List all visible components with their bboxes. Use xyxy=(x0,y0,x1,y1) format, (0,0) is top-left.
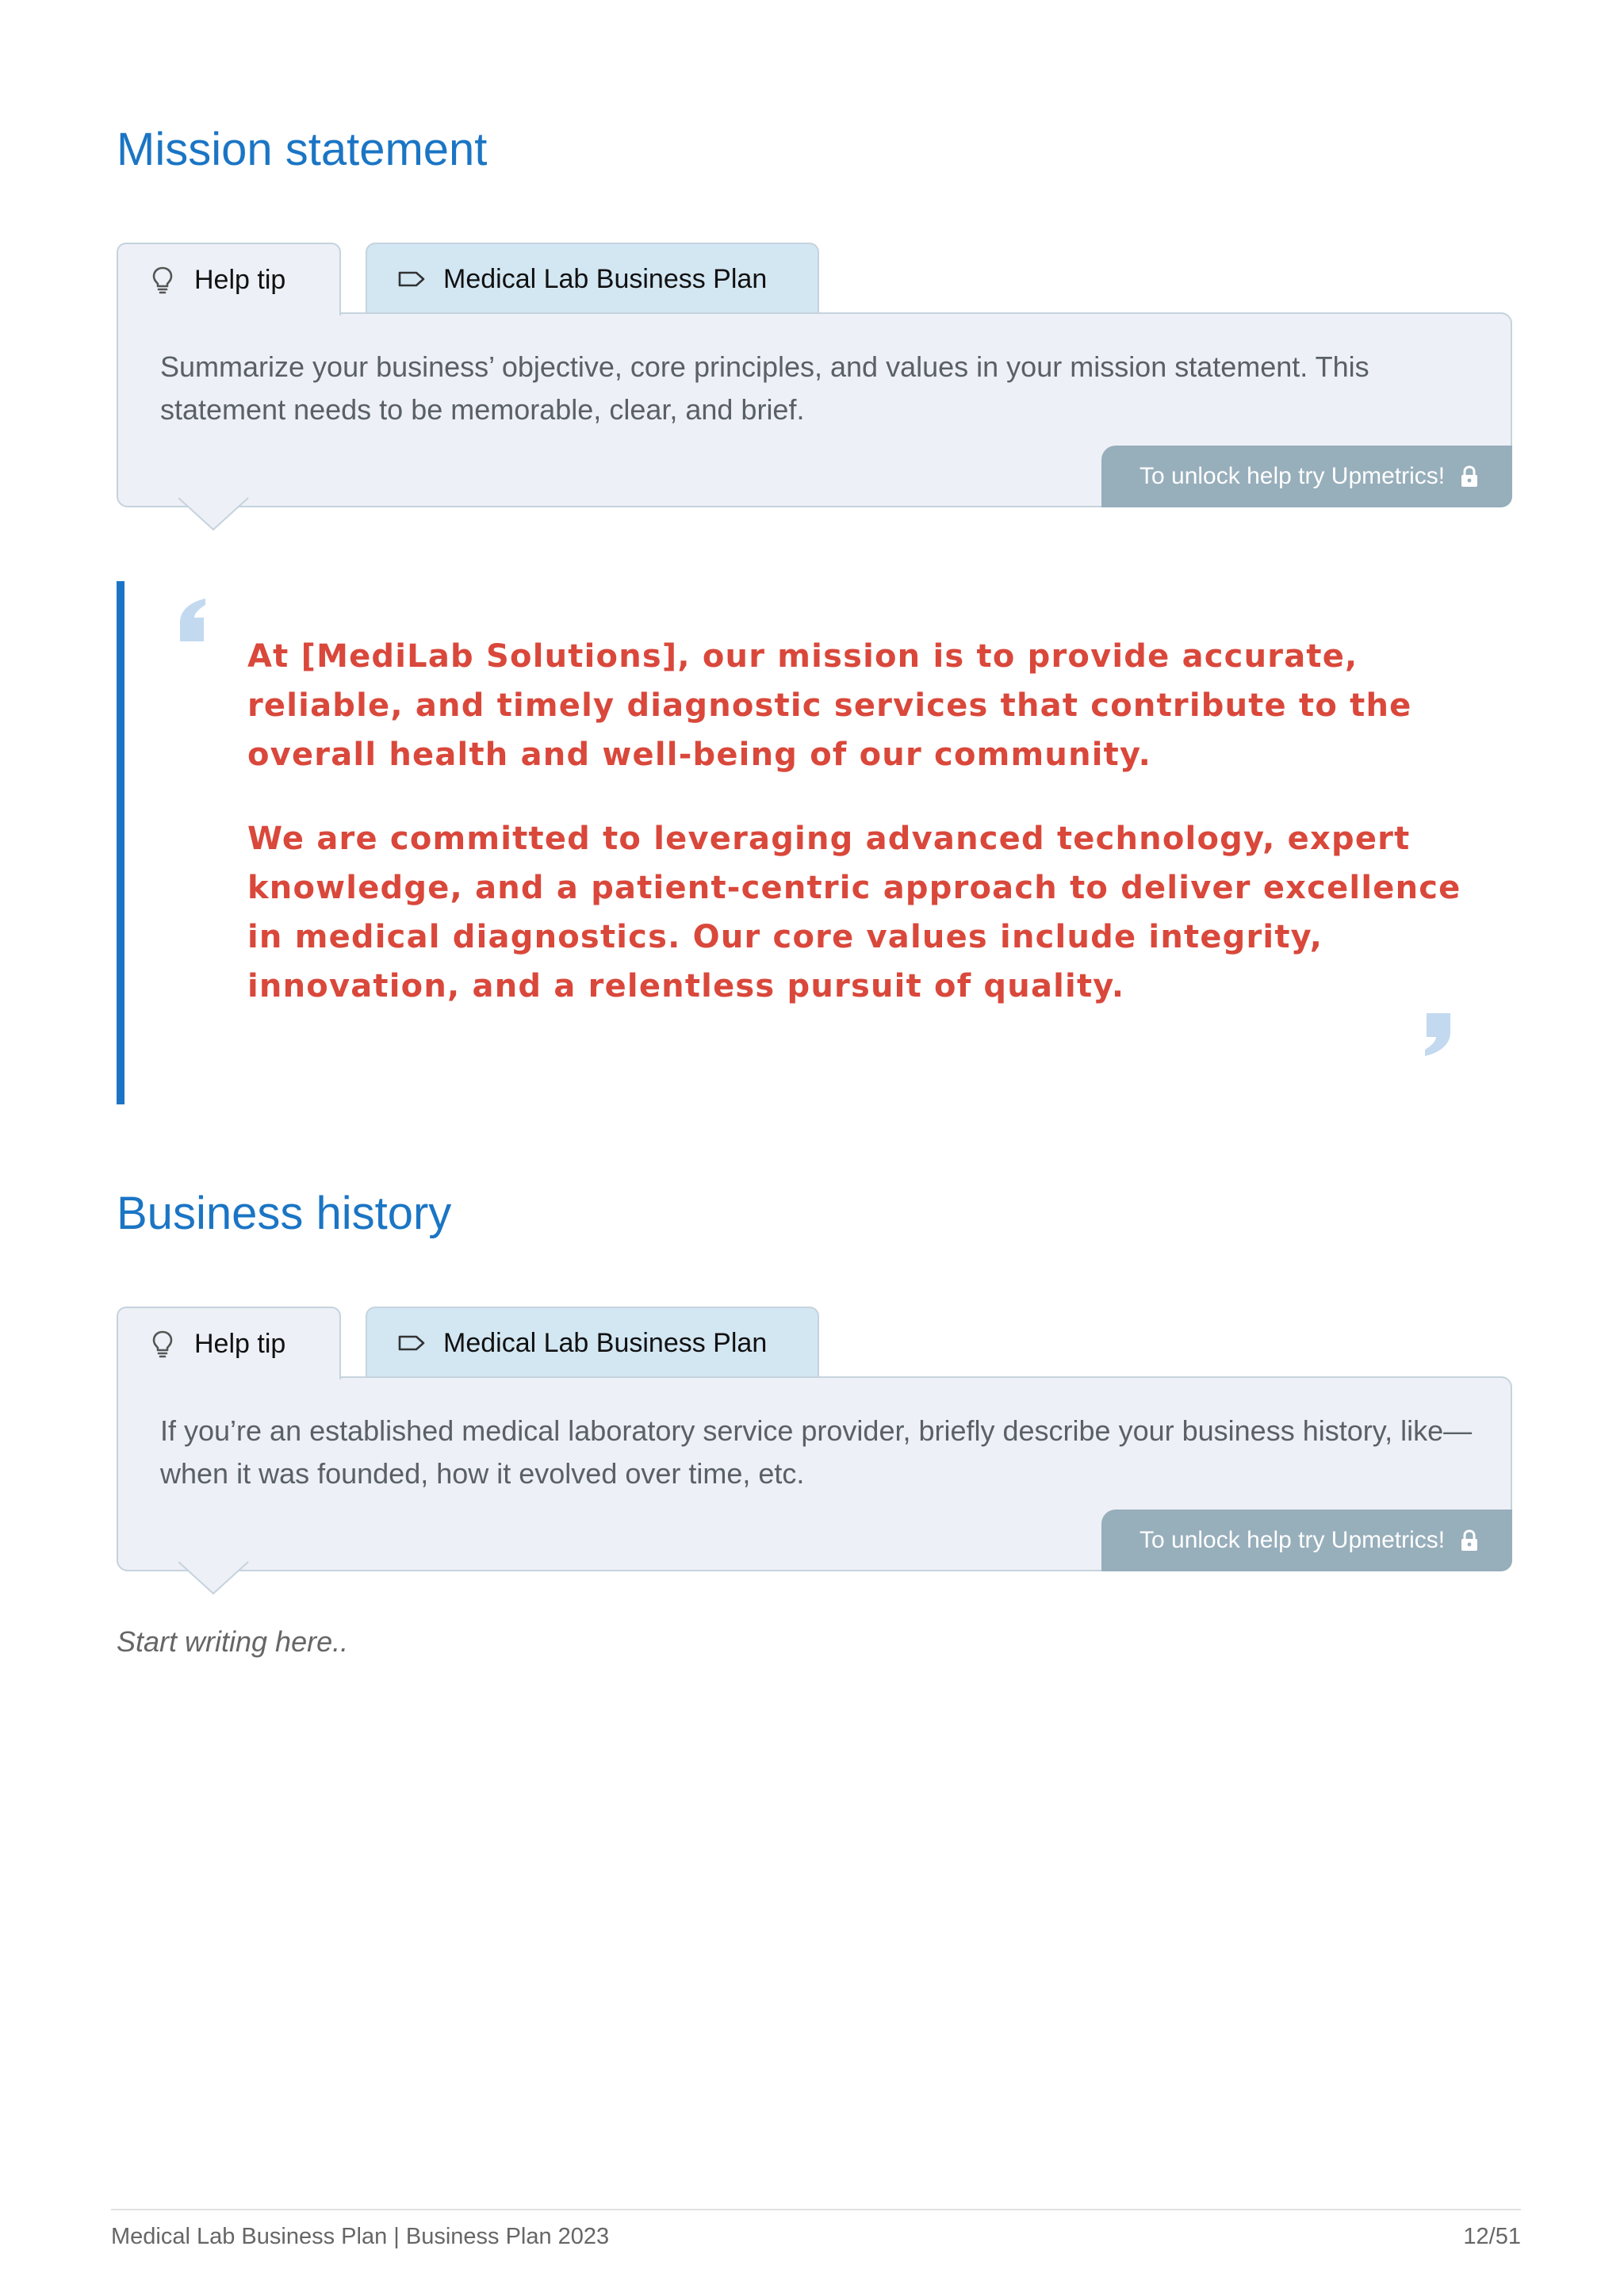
unlock-help-label: To unlock help try Upmetrics! xyxy=(1139,463,1446,489)
unlock-help-button[interactable] xyxy=(1101,1510,1512,1571)
tag-icon xyxy=(397,1329,426,1357)
footer-document-title: Medical Lab Business Plan | Business Plan 2023 xyxy=(111,2224,610,2249)
unlock-help-button[interactable] xyxy=(1101,446,1512,507)
lock-icon xyxy=(1459,1529,1480,1552)
help-tip-text: Summarize your business’ objective, core principles, and values in your mission statement. This statement needs to be memorable, clear, and brief. xyxy=(160,350,1369,426)
help-tip-tab[interactable] xyxy=(117,243,341,316)
lightbulb-icon xyxy=(148,266,177,294)
quote-open-icon xyxy=(177,599,205,641)
mission-paragraph-1: At [MediLab Solutions], our mission is to provide accurate, reliable, and timely diagnostic services that contribute to the overall health and well-being of our community. xyxy=(247,638,1412,773)
mission-quote xyxy=(117,581,1512,1104)
plan-tab-label: Medical Lab Business Plan xyxy=(443,263,768,294)
history-text-placeholder[interactable]: Start writing here.. xyxy=(117,1625,349,1658)
quote-bar xyxy=(117,581,124,1104)
tip-pointer xyxy=(178,1560,250,1600)
plan-tab-label: Medical Lab Business Plan xyxy=(443,1327,768,1358)
mission-paragraph-2: We are committed to leveraging advanced technology, expert knowledge, and a patient-centric approach to deliver excellence in medical diagnostics. Our core values include integrity, innovation, and a relentless pursuit of quality. xyxy=(247,821,1461,1004)
quote-close-icon xyxy=(1425,1013,1454,1056)
help-tip-tab-label: Help tip xyxy=(194,264,286,295)
tip-pointer xyxy=(178,496,250,536)
footer-page-number: 12/51 xyxy=(1463,2224,1521,2249)
lightbulb-icon xyxy=(148,1330,177,1358)
plan-tab[interactable] xyxy=(366,1307,819,1378)
mission-help-tip xyxy=(117,243,1512,539)
unlock-help-label: To unlock help try Upmetrics! xyxy=(1139,1527,1446,1553)
help-tip-panel xyxy=(117,1376,1512,1571)
tag-icon xyxy=(397,265,426,293)
business-history-title: Business history xyxy=(117,1188,452,1239)
plan-tab[interactable] xyxy=(366,243,819,314)
help-tip-tab-label: Help tip xyxy=(194,1328,286,1359)
mission-statement-title: Mission statement xyxy=(117,124,488,175)
footer-divider xyxy=(111,2209,1521,2210)
history-help-tip xyxy=(117,1307,1512,1603)
help-tip-text: If you’re an established medical laboratory service provider, briefly describe your business history, like—when it was founded, how it evolved over time, etc. xyxy=(160,1414,1473,1490)
help-tip-panel xyxy=(117,312,1512,507)
lock-icon xyxy=(1459,465,1480,488)
help-tip-tab[interactable] xyxy=(117,1307,341,1380)
